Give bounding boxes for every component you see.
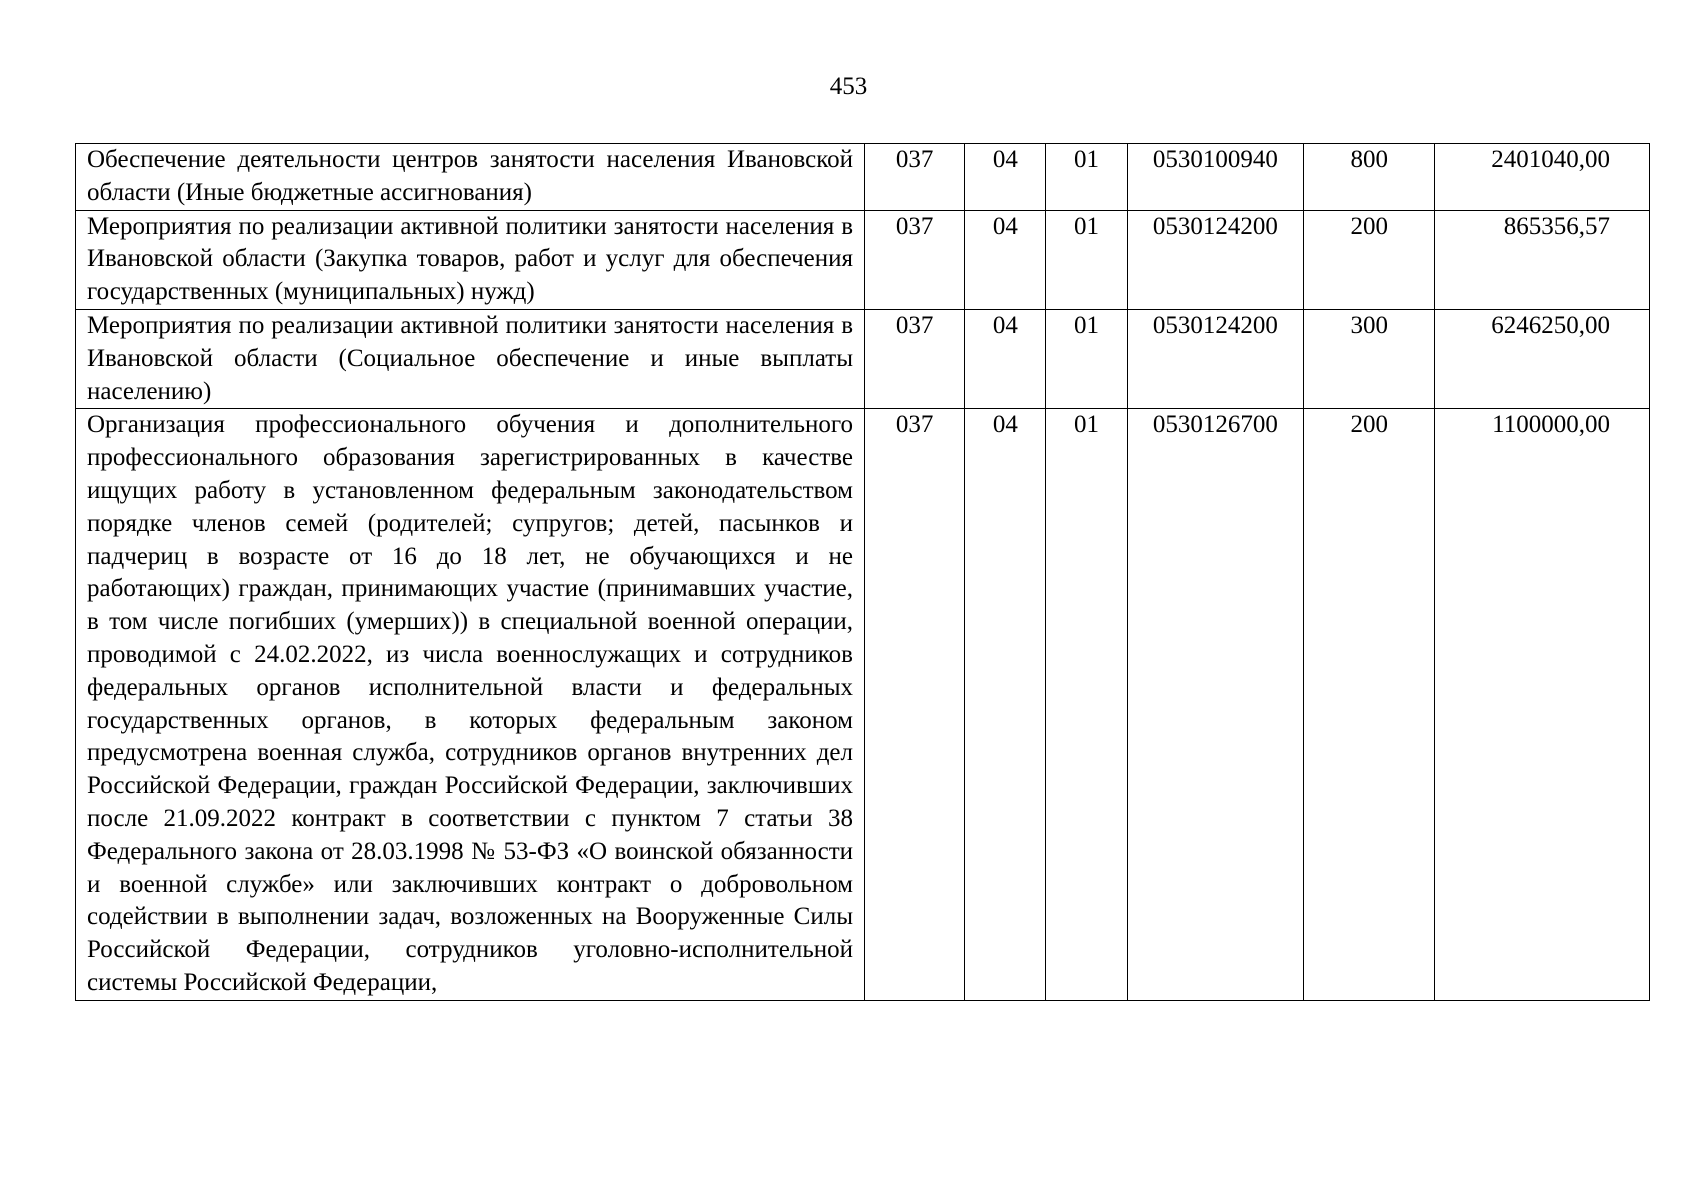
row-expense-type: 200 <box>1304 409 1435 1000</box>
row-description: Мероприятия по реализации активной политики занятости населения в Ивановской области (Социальное обеспечение и иные выплаты населению) <box>76 309 865 408</box>
row-amount: 1100000,00 <box>1435 409 1650 1000</box>
row-grbs-code: 037 <box>865 144 965 211</box>
row-amount: 2401040,00 <box>1435 144 1650 211</box>
budget-table <box>75 143 1650 1001</box>
row-amount: 6246250,00 <box>1435 309 1650 408</box>
row-subsection-code: 01 <box>1046 210 1127 309</box>
row-description: Мероприятия по реализации активной политики занятости населения в Ивановской области (Закупка товаров, работ и услуг для обеспечения государственных (муниципальных) нужд) <box>76 210 865 309</box>
row-target-article: 0530124200 <box>1127 309 1303 408</box>
table-row <box>76 309 1650 408</box>
row-description: Обеспечение деятельности центров занятости населения Ивановской области (Иные бюджетные ассигнования) <box>76 144 865 211</box>
row-section-code: 04 <box>965 309 1046 408</box>
row-grbs-code: 037 <box>865 409 965 1000</box>
row-section-code: 04 <box>965 210 1046 309</box>
row-grbs-code: 037 <box>865 210 965 309</box>
table-row <box>76 409 1650 1000</box>
row-grbs-code: 037 <box>865 309 965 408</box>
row-expense-type: 200 <box>1304 210 1435 309</box>
row-section-code: 04 <box>965 409 1046 1000</box>
row-subsection-code: 01 <box>1046 309 1127 408</box>
row-amount: 865356,57 <box>1435 210 1650 309</box>
row-target-article: 0530126700 <box>1127 409 1303 1000</box>
row-expense-type: 300 <box>1304 309 1435 408</box>
table-row <box>76 144 1650 211</box>
row-section-code: 04 <box>965 144 1046 211</box>
row-target-article: 0530100940 <box>1127 144 1303 211</box>
page-number: 453 <box>829 73 868 100</box>
row-subsection-code: 01 <box>1046 144 1127 211</box>
table-row <box>76 210 1650 309</box>
row-description: Организация профессионального обучения и дополнительного профессионального образования зарегистрированных в качестве ищущих работу в установленном федеральным законодательством порядке членов семей (родителей; супругов; детей, пасынков и падчериц в возрасте от 16 до 18 лет, не обучающихся и не работающих) граждан, принимающих участие (принимавших участие, в том числе погибших (умерших)) в специальной военной операции, проводимой с 24.02.2022, из числа военнослужащих и сотрудников федеральных органов исполнительной власти и федеральных государственных органов, в которых федеральным законом предусмотрена военная служба, сотрудников органов внутренних дел Российской Федерации, граждан Российской Федерации, заключивших после 21.09.2022 контракт в соответствии с пунктом 7 статьи 38 Федерального закона от 28.03.1998 № 53-ФЗ «О воинской обязанности и военной службе» или заключивших контракт о добровольном содействии в выполнении задач, возложенных на Вооруженные Силы Российской Федерации, сотрудников уголовно-исполнительной системы Российской Федерации, <box>76 409 865 1000</box>
row-expense-type: 800 <box>1304 144 1435 211</box>
row-target-article: 0530124200 <box>1127 210 1303 309</box>
row-subsection-code: 01 <box>1046 409 1127 1000</box>
